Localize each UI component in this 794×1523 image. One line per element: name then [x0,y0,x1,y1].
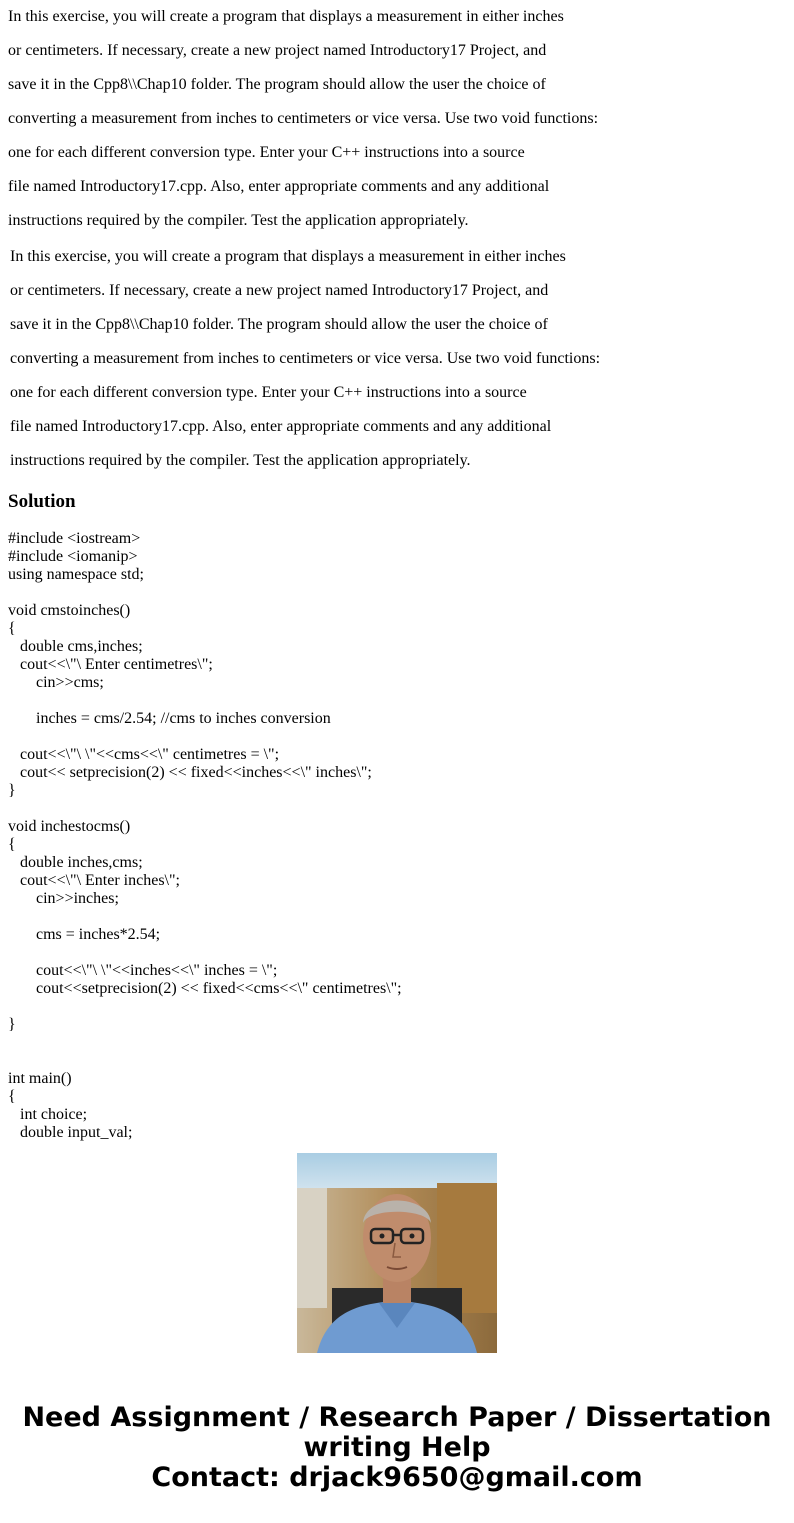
code-line: cin>>cms; [8,674,104,691]
code-line: int main() [8,1070,72,1087]
code-line: cout<<\"\ Enter inches\"; [8,872,180,889]
promo-line: writing Help [303,1432,491,1463]
code-line: { [8,1088,16,1105]
code-line: inches = cms/2.54; //cms to inches conversion [8,710,331,727]
code-line: cin>>inches; [8,890,119,907]
question-line: instructions required by the compiler. Test the application appropriately. [10,452,471,469]
code-line [8,998,768,1016]
code-line [8,1052,768,1070]
code-line [8,908,768,926]
code-line: using namespace std; [8,566,144,583]
code-line: { [8,836,16,853]
question-line: converting a measurement from inches to centimeters or vice versa. Use two void functions: [10,350,601,367]
question-line: instructions required by the compiler. Test the application appropriately. [8,212,469,229]
promo-contact: Contact: drjack9650@gmail.com [151,1462,643,1493]
question-line: or centimeters. If necessary, create a new project named Introductory17 Project, and [10,282,549,299]
code-line: double inches,cms; [8,854,143,871]
promo-line: Need Assignment / Research Paper / Dissertation [22,1402,772,1433]
code-line: cms = inches*2.54; [8,926,161,943]
author-photo-image [297,1153,497,1353]
question-line: save it in the Cpp8\\Chap10 folder. The program should allow the user the choice of [10,316,548,333]
code-line: cout<<setprecision(2) << fixed<<cms<<\" centimetres\"; [8,980,402,997]
code-line [8,584,768,602]
question-line: converting a measurement from inches to centimeters or vice versa. Use two void functions: [8,110,599,127]
question-line: file named Introductory17.cpp. Also, enter appropriate comments and any additional [10,418,552,435]
code-line: void inchestocms() [8,818,131,835]
code-line [8,692,768,710]
code-line: } [8,1016,16,1033]
code-line: #include <iomanip> [8,548,138,565]
code-line: cout<<\"\ Enter centimetres\"; [8,656,213,673]
code-line [8,728,768,746]
code-line: double input_val; [8,1124,133,1141]
code-line: cout<<\"\ \"<<inches<<\" inches = \"; [8,962,278,979]
question-text [8,0,598,238]
question-line: file named Introductory17.cpp. Also, enter appropriate comments and any additional [8,178,550,195]
solution-heading: Solution [8,491,76,512]
question-text-repeat [10,240,600,478]
question-line: one for each different conversion type. Enter your C++ instructions into a source [8,144,525,161]
solution-code [8,530,768,1141]
code-line: } [8,782,16,799]
code-line: #include <iostream> [8,530,141,547]
code-line: cout<<\"\ \"<<cms<<\" centimetres = \"; [8,746,280,763]
code-line: int choice; [8,1106,88,1123]
question-line: In this exercise, you will create a program that displays a measurement in either inches [10,248,566,265]
code-line: double cms,inches; [8,638,143,655]
code-line [8,1034,768,1052]
code-line: { [8,620,16,637]
code-line: cout<< setprecision(2) << fixed<<inches<<\" inches\"; [8,764,372,781]
code-line [8,800,768,818]
question-line: save it in the Cpp8\\Chap10 folder. The program should allow the user the choice of [8,76,546,93]
author-photo [297,1153,497,1353]
question-line: or centimeters. If necessary, create a new project named Introductory17 Project, and [8,42,547,59]
question-line: In this exercise, you will create a program that displays a measurement in either inches [8,8,564,25]
promo-banner [0,1403,794,1493]
code-line [8,944,768,962]
code-line: void cmstoinches() [8,602,131,619]
question-line: one for each different conversion type. Enter your C++ instructions into a source [10,384,527,401]
